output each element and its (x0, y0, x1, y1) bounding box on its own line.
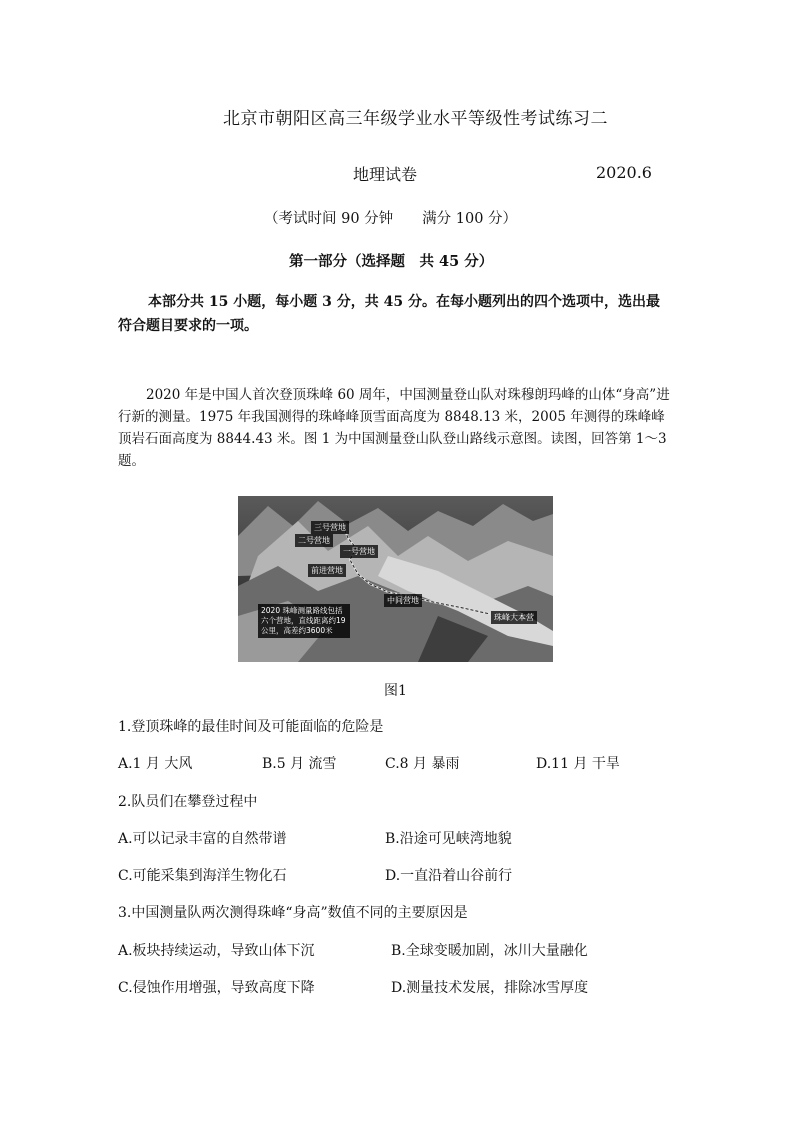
q1-option-b[interactable]: B.5 月 流雪 (262, 756, 337, 772)
camp2-label: 二号营地 (295, 534, 333, 547)
q1-option-d[interactable]: D.11 月 干旱 (536, 756, 620, 772)
q1-option-a[interactable]: A.1 月 大风 (118, 756, 193, 772)
question-1-stem: 1.登顶珠峰的最佳时间及可能面临的危险是 (118, 719, 384, 735)
camp1-label: 一号营地 (340, 545, 378, 558)
part1-heading: 第一部分（选择题 共 45 分） (289, 253, 494, 270)
question-3-stem: 3.中国测量队两次测得珠峰“身高”数值不同的主要原因是 (118, 905, 468, 921)
route-note: 2020 珠峰测量路线包括六个营地，直线距离约19公里，高差约3600米 (258, 604, 350, 638)
q2-option-c[interactable]: C.可能采集到海洋生物化石 (118, 868, 287, 884)
part1-instructions: 本部分共 15 小题，每小题 3 分，共 45 分。在每小题列出的四个选项中，选出最符合题目要求的一项。 (118, 294, 660, 334)
exam-info: （考试时间 90 分钟 满分 100 分） (264, 211, 518, 227)
middle-camp-label: 中间营地 (384, 594, 422, 607)
q2-option-d[interactable]: D.一直沿着山谷前行 (385, 868, 513, 884)
advance-camp-label: 前进营地 (308, 564, 346, 577)
base-camp-label: 珠峰大本营 (491, 611, 537, 624)
camp3-label: 三号营地 (311, 521, 349, 534)
exam-date: 2020.6 (596, 163, 652, 182)
figure-caption: 图1 (384, 683, 407, 699)
q3-option-d[interactable]: D.测量技术发展，排除冰雪厚度 (391, 980, 589, 996)
q3-option-c[interactable]: C.侵蚀作用增强，导致高度下降 (118, 980, 315, 996)
q3-option-a[interactable]: A.板块持续运动，导致山体下沉 (118, 943, 315, 959)
q3-option-b[interactable]: B.全球变暖加剧，冰川大量融化 (391, 943, 588, 959)
subject-title: 地理试卷 (353, 165, 418, 184)
question-2-stem: 2.队员们在攀登过程中 (118, 794, 258, 810)
q2-option-b[interactable]: B.沿途可见峡湾地貌 (385, 831, 512, 847)
climbing-route-map (238, 496, 553, 662)
exam-title: 北京市朝阳区高三年级学业水平等级性考试练习二 (223, 109, 608, 129)
q2-option-a[interactable]: A.可以记录丰富的自然带谱 (118, 831, 287, 847)
q1-option-c[interactable]: C.8 月 暴雨 (385, 756, 460, 772)
question-passage: 2020 年是中国人首次登顶珠峰 60 周年，中国测量登山队对珠穆朗玛峰的山体“身高”进行新的测量。1975 年我国测得的珠峰峰顶雪面高度为 8848.13 米，2005 年测得的珠峰峰顶岩石面高度为 8844.43 米。图 1 为中国测量登山队登山路线示意图。读图，回答第 1～3 题。 (118, 387, 670, 469)
